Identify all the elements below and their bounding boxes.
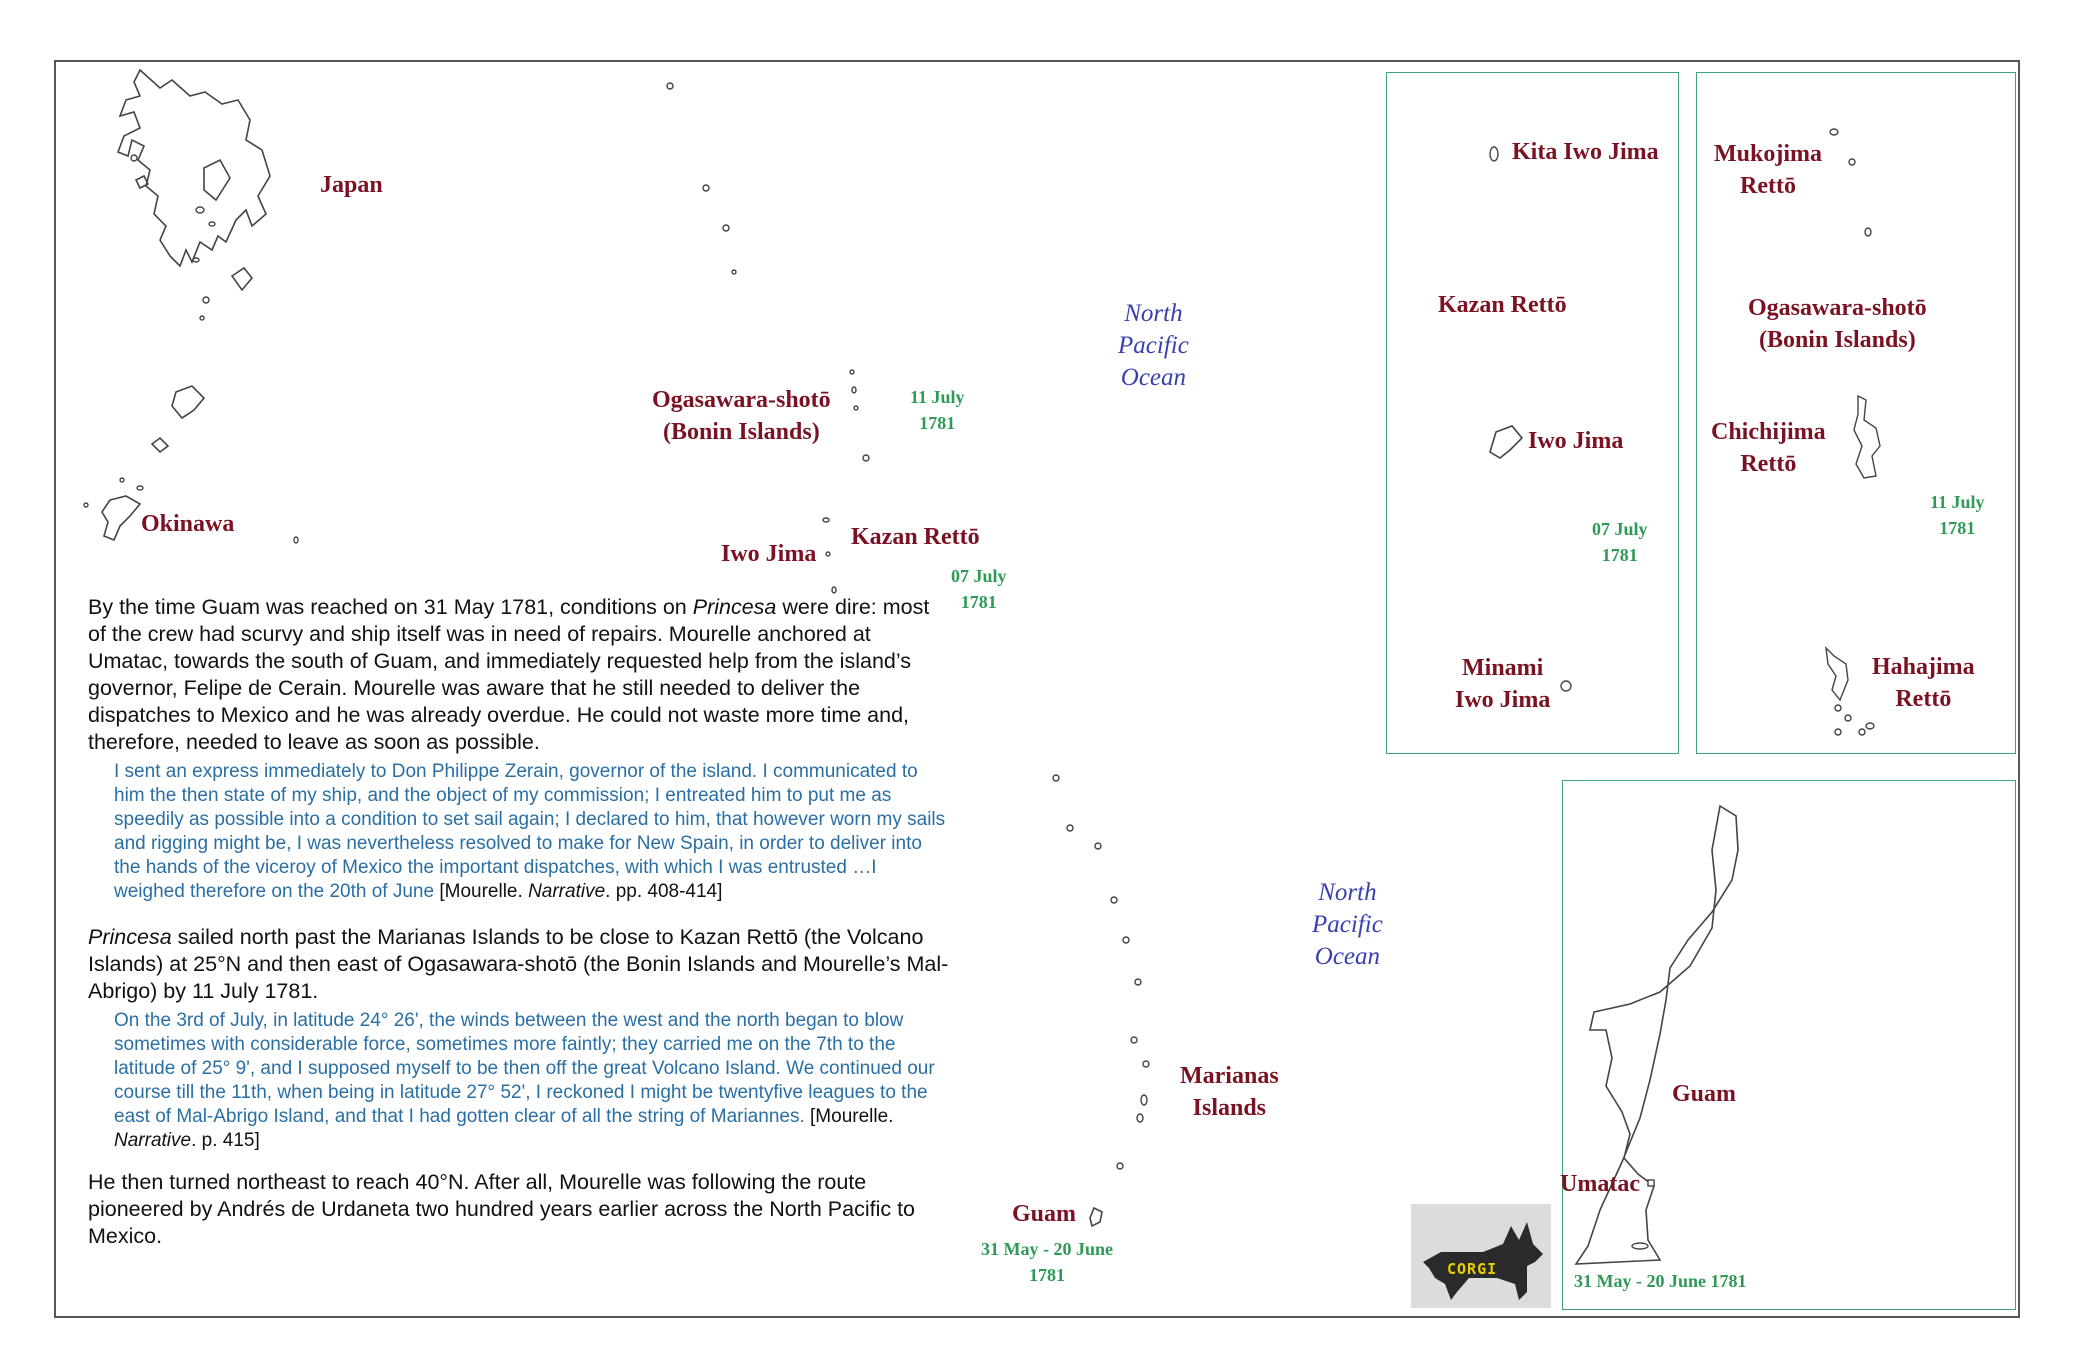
label-iwo-jima-inset: Iwo Jima — [1528, 428, 1624, 454]
ocean-1-line3: Ocean — [1120, 364, 1187, 391]
label-japan: Japan — [320, 172, 383, 198]
q2-cite-b: . p. 415] — [191, 1130, 260, 1151]
hahajima-outline — [1826, 648, 1848, 700]
ocean-1-line2: Pacific — [1118, 332, 1189, 359]
label-ogasawara-inset-line2: (Bonin Islands) — [1758, 327, 1916, 353]
label-marianas-islands — [1180, 1060, 1279, 1124]
iwo-jima-inset-outline — [1490, 426, 1522, 458]
label-guam-inset: Guam — [1672, 1081, 1737, 1107]
label-minami-iwo-jima — [1455, 652, 1550, 716]
label-kazan-retto-main: Kazan Rettō — [851, 524, 980, 550]
date-guam-main-range: 31 May - 20 June — [981, 1239, 1113, 1259]
date-07-july-inset-day: 07 July — [1592, 519, 1648, 539]
date-07-july-main-year: 1781 — [960, 592, 997, 612]
date-07-july-main — [951, 563, 1007, 615]
date-11-july-inset-year: 1781 — [1939, 518, 1976, 538]
okinawa-island — [102, 496, 140, 540]
label-north-pacific-ocean-1 — [1118, 298, 1189, 394]
p2-text-b: sailed north past the Marianas Islands to be close to Kazan Rettō (the Volcano Islands) at 25°N and then east of Ogasawara-shotō (the Bonin Islands and Mourelle’s Mal-Abrigo) by 11 July 1781. — [88, 925, 949, 1003]
label-iwo-jima-main: Iwo Jima — [721, 541, 817, 567]
label-chichijima-line1: Chichijima — [1711, 419, 1826, 445]
ocean-2-line3: Ocean — [1314, 943, 1381, 970]
label-umatac: Umatac — [1560, 1171, 1640, 1197]
date-11-july-inset — [1930, 489, 1985, 541]
date-11-july-inset-day: 11 July — [1930, 492, 1985, 512]
date-11-july-main-day: 11 July — [910, 387, 965, 407]
p2-ship-name: Princesa — [88, 925, 172, 949]
narrative-paragraph-1 — [88, 594, 950, 756]
date-guam-inset: 31 May - 20 June 1781 — [1574, 1271, 1747, 1291]
q2-text: On the 3rd of July, in latitude 24° 26', the winds between the west and the north began to blow sometimes with considerable force, sometimes more faintly; they carried me on the 7th to the latitude of 25° 9', and I supposed myself to be then off the great Volcano Island. We continued our course till the 11th, when being in latitude 27° 52', I reckoned I might be twentyfive leagues to the east of Mal-Abrigo Island, and that I had gotten clear of all the string of Mariannes. — [114, 1010, 935, 1127]
label-marianas-line2: Islands — [1192, 1095, 1267, 1121]
p1-text-b: were dire: most of the crew had scurvy and ship itself was in need of repairs. Mourelle anchored at Umatac, towards the south of Guam, and immediately requested help from the island’s governor, Felipe de Cerain. Mourelle was aware that he still needed to deliver the dispatches to Mexico and he was already overdue. He could not waste more time and, therefore, needed to leave as soon as possible. — [88, 595, 930, 754]
narrative-paragraph-3: He then turned northeast to reach 40°N. After all, Mourelle was following the route pioneered by Andrés de Urdaneta two hundred years earlier across the North Pacific to Mexico. — [88, 1170, 916, 1248]
q1-cite-b: . pp. 408-414] — [605, 881, 723, 902]
date-guam-main-year: 1781 — [1029, 1265, 1065, 1285]
label-chichijima-retto — [1711, 416, 1826, 480]
date-07-july-main-day: 07 July — [951, 566, 1007, 586]
corgi-dog-icon — [1411, 1204, 1551, 1308]
narrative-text — [88, 594, 950, 1250]
corgi-logo-text: CORGI — [1447, 1260, 1498, 1278]
label-kita-iwo-jima: Kita Iwo Jima — [1512, 139, 1659, 165]
narrative-quote-2 — [106, 1009, 950, 1153]
corgi-logo — [1411, 1204, 1551, 1308]
amami-island — [172, 386, 204, 418]
q1-cite-em: Narrative — [528, 881, 606, 902]
label-north-pacific-ocean-2 — [1312, 877, 1383, 973]
label-kazan-retto-inset: Kazan Rettō — [1438, 292, 1567, 318]
narrative-quote-1 — [106, 760, 950, 904]
label-hahajima-retto — [1872, 651, 1975, 715]
label-ogasawara-main-line1: Ogasawara-shotō — [652, 387, 831, 413]
q1-text: I sent an express immediately to Don Philippe Zerain, governor of the island. I communicated to him the then state of my ship, and the object of my commission; I entreated him to put me as speedily as possible into a condition to set sail again; I declared to him, that however worn my sails and rigging might be, I was nevertheless resolved to make for New Spain, in order to deliver into the hands of the viceroy of Mexico the important dispatches, with which I was entrusted …I weighed therefore on the 20th of June — [114, 761, 946, 902]
label-marianas-line1: Marianas — [1180, 1063, 1279, 1089]
guam-main-outline — [1090, 1208, 1102, 1226]
label-chichijima-line2: Rettō — [1740, 451, 1797, 477]
date-11-july-main — [910, 384, 965, 436]
date-07-july-inset-year: 1781 — [1601, 545, 1638, 565]
chichijima-outline — [1854, 396, 1880, 478]
label-minami-line1: Minami — [1462, 655, 1544, 681]
date-07-july-inset — [1592, 516, 1648, 568]
label-hahajima-line1: Hahajima — [1872, 654, 1975, 680]
label-ogasawara-main-line2: (Bonin Islands) — [662, 419, 820, 445]
label-minami-line2: Iwo Jima — [1455, 687, 1551, 713]
japan-coastline — [118, 70, 270, 266]
p1-text-a: By the time Guam was reached on 31 May 1781, conditions on — [88, 595, 693, 619]
date-guam-main — [981, 1236, 1113, 1288]
label-hahajima-line2: Rettō — [1895, 686, 1952, 712]
date-11-july-main-year: 1781 — [919, 413, 956, 433]
label-mukojima-retto — [1714, 138, 1822, 202]
p1-ship-name: Princesa — [692, 595, 777, 619]
q2-cite-a: [Mourelle. — [810, 1106, 894, 1127]
label-ogasawara-inset-line1: Ogasawara-shotō — [1748, 295, 1927, 321]
japan-island — [204, 160, 230, 200]
q2-cite-em: Narrative — [114, 1130, 192, 1151]
ocean-2-line1: North — [1318, 879, 1377, 906]
ocean-1-line1: North — [1124, 300, 1183, 327]
label-mukojima-line1: Mukojima — [1714, 141, 1822, 167]
label-ogasawara-main — [652, 384, 831, 448]
ocean-2-line2: Pacific — [1312, 911, 1383, 938]
narrative-paragraph-2 — [88, 924, 950, 1005]
label-okinawa: Okinawa — [141, 511, 235, 537]
q1-citation — [439, 881, 722, 902]
label-ogasawara-inset — [1748, 292, 1927, 356]
label-guam-main: Guam — [1012, 1201, 1077, 1227]
label-mukojima-line2: Rettō — [1740, 173, 1796, 199]
q1-cite-a: [Mourelle. — [439, 881, 529, 902]
